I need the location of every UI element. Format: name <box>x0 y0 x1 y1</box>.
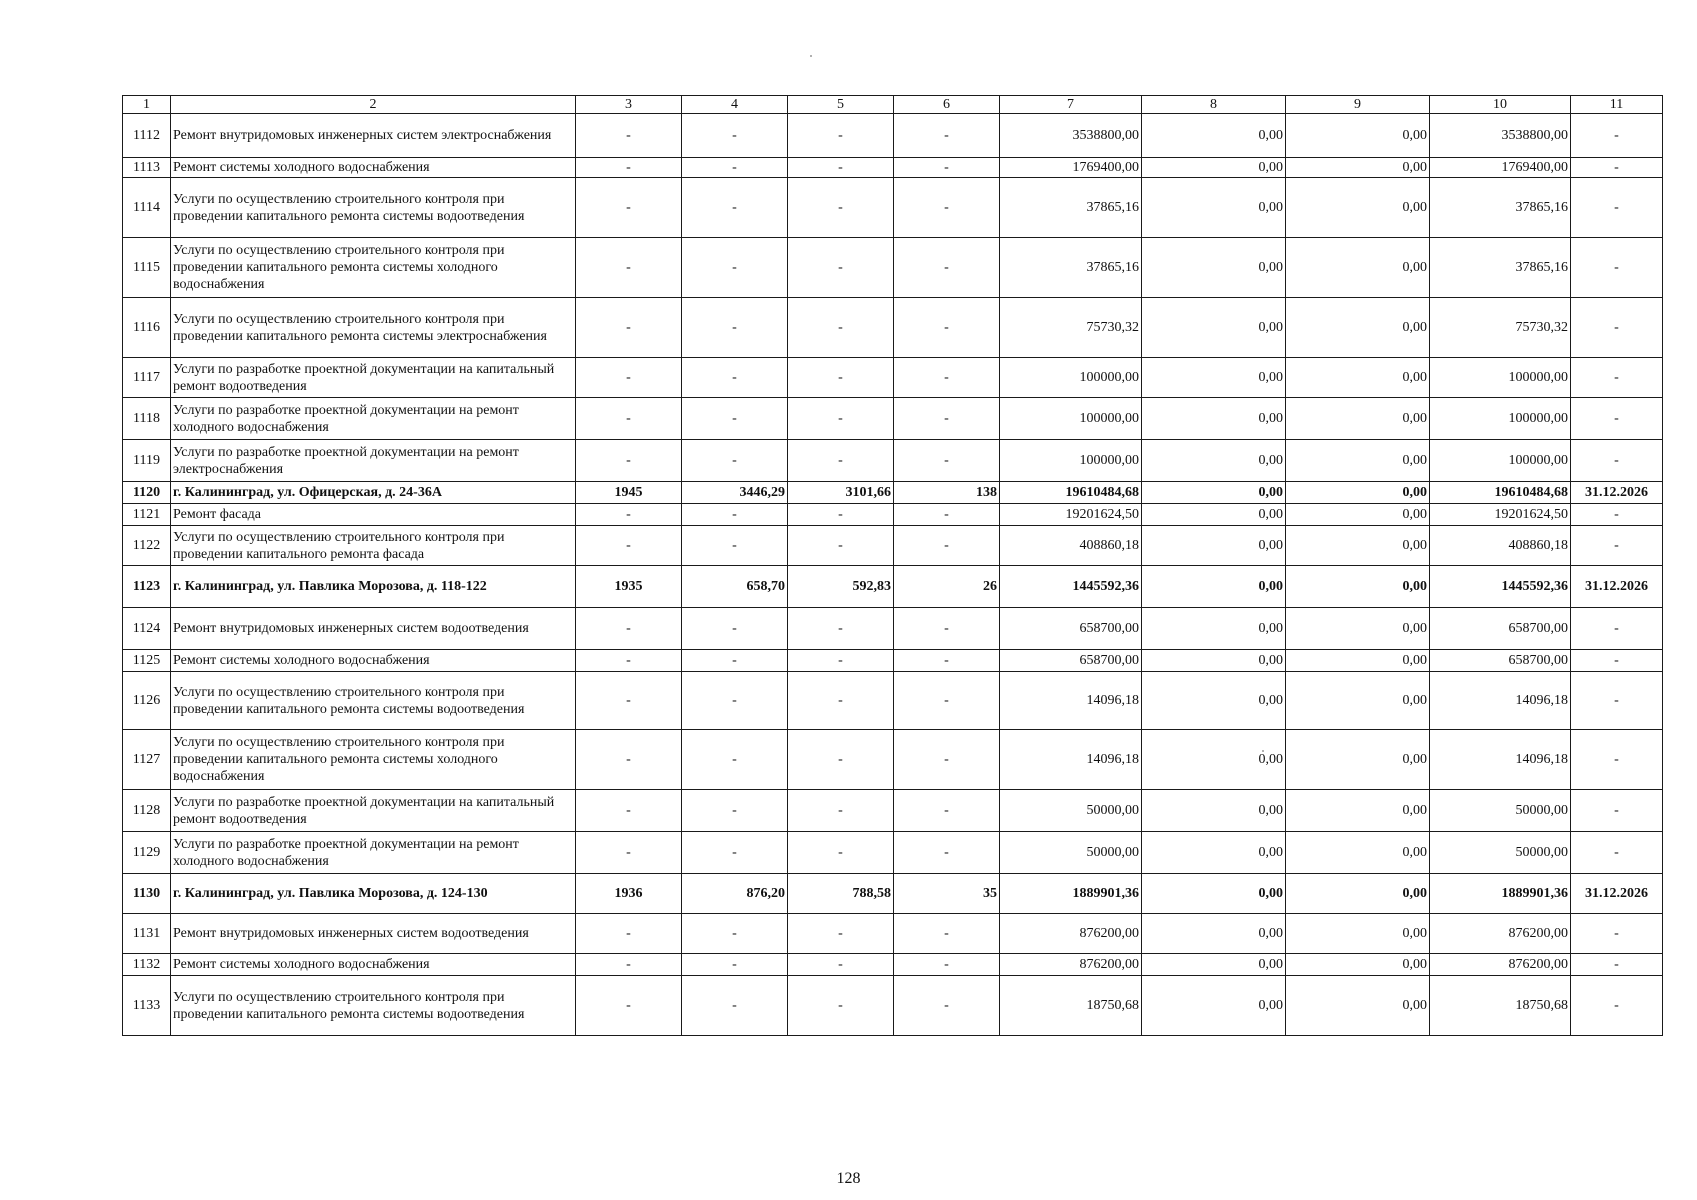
col-9-value: 0,00 <box>1286 832 1430 874</box>
work-description: Ремонт внутридомовых инженерных систем водоотведения <box>171 914 576 954</box>
col-11-value: 31.12.2026 <box>1571 566 1663 608</box>
col-5-value: - <box>788 832 894 874</box>
col-10-value: 100000,00 <box>1430 440 1571 482</box>
table-row <box>123 566 1663 608</box>
col-11-value: - <box>1571 976 1663 1036</box>
col-7-value: 1889901,36 <box>1000 874 1142 914</box>
col-4-value: - <box>682 790 788 832</box>
col-4-value: - <box>682 440 788 482</box>
col-5-value: - <box>788 238 894 298</box>
col-header-2: 2 <box>171 96 576 114</box>
col-3-value: - <box>576 398 682 440</box>
col-4-value: - <box>682 114 788 158</box>
col-5-value: - <box>788 526 894 566</box>
col-6-value: - <box>894 608 1000 650</box>
col-6-value: - <box>894 114 1000 158</box>
col-5-value: - <box>788 976 894 1036</box>
row-number: 1125 <box>123 650 171 672</box>
col-11-value: - <box>1571 832 1663 874</box>
col-5-value: - <box>788 650 894 672</box>
col-11-value: - <box>1571 398 1663 440</box>
table-row <box>123 914 1663 954</box>
col-7-value: 37865,16 <box>1000 238 1142 298</box>
col-11-value: - <box>1571 504 1663 526</box>
col-3-value: 1945 <box>576 482 682 504</box>
table-row <box>123 874 1663 914</box>
col-11-value: - <box>1571 440 1663 482</box>
table-row <box>123 114 1663 158</box>
col-3-value: - <box>576 526 682 566</box>
col-6-value: 35 <box>894 874 1000 914</box>
col-8-value: 0,00 <box>1142 566 1286 608</box>
col-9-value: 0,00 <box>1286 526 1430 566</box>
col-11-value: - <box>1571 238 1663 298</box>
col-10-value: 14096,18 <box>1430 730 1571 790</box>
work-description: Ремонт системы холодного водоснабжения <box>171 158 576 178</box>
col-9-value: 0,00 <box>1286 672 1430 730</box>
col-9-value: 0,00 <box>1286 976 1430 1036</box>
col-7-value: 658700,00 <box>1000 650 1142 672</box>
col-4-value: - <box>682 672 788 730</box>
row-number: 1129 <box>123 832 171 874</box>
col-4-value: - <box>682 526 788 566</box>
col-4-value: - <box>682 398 788 440</box>
col-6-value: - <box>894 526 1000 566</box>
col-11-value: 31.12.2026 <box>1571 874 1663 914</box>
col-9-value: 0,00 <box>1286 790 1430 832</box>
col-4-value: 876,20 <box>682 874 788 914</box>
col-11-value: - <box>1571 298 1663 358</box>
col-10-value: 1889901,36 <box>1430 874 1571 914</box>
col-7-value: 18750,68 <box>1000 976 1142 1036</box>
col-3-value: 1936 <box>576 874 682 914</box>
col-8-value: 0,00 <box>1142 874 1286 914</box>
col-8-value: 0,00 <box>1142 358 1286 398</box>
col-3-value: - <box>576 954 682 976</box>
col-5-value: - <box>788 504 894 526</box>
row-number: 1124 <box>123 608 171 650</box>
col-8-value: 0,00 <box>1142 178 1286 238</box>
table-row <box>123 504 1663 526</box>
col-header-10: 10 <box>1430 96 1571 114</box>
col-3-value: - <box>576 238 682 298</box>
col-10-value: 50000,00 <box>1430 832 1571 874</box>
col-header-3: 3 <box>576 96 682 114</box>
col-4-value: - <box>682 358 788 398</box>
col-8-value: 0,00 <box>1142 832 1286 874</box>
col-9-value: 0,00 <box>1286 874 1430 914</box>
col-8-value: 0,00 <box>1142 608 1286 650</box>
col-3-value: - <box>576 158 682 178</box>
col-11-value: - <box>1571 730 1663 790</box>
work-description: Услуги по осуществлению строительного контроля при проведении капитального ремонта системы водоотведения <box>171 672 576 730</box>
col-10-value: 50000,00 <box>1430 790 1571 832</box>
col-4-value: - <box>682 914 788 954</box>
col-6-value: - <box>894 158 1000 178</box>
col-7-value: 19610484,68 <box>1000 482 1142 504</box>
col-7-value: 37865,16 <box>1000 178 1142 238</box>
col-11-value: - <box>1571 178 1663 238</box>
col-9-value: 0,00 <box>1286 608 1430 650</box>
row-number: 1132 <box>123 954 171 976</box>
col-8-value: 0,00 <box>1142 238 1286 298</box>
table-row <box>123 832 1663 874</box>
col-4-value: - <box>682 954 788 976</box>
col-9-value: 0,00 <box>1286 482 1430 504</box>
col-7-value: 876200,00 <box>1000 914 1142 954</box>
col-5-value: - <box>788 298 894 358</box>
col-7-value: 100000,00 <box>1000 358 1142 398</box>
col-4-value: - <box>682 832 788 874</box>
col-8-value: 0,00 <box>1142 526 1286 566</box>
col-7-value: 19201624,50 <box>1000 504 1142 526</box>
col-6-value: - <box>894 440 1000 482</box>
table-body <box>123 114 1663 1036</box>
work-description: Ремонт фасада <box>171 504 576 526</box>
row-number: 1126 <box>123 672 171 730</box>
work-description: Услуги по осуществлению строительного контроля при проведении капитального ремонта системы холодного водоснабжения <box>171 238 576 298</box>
col-10-value: 100000,00 <box>1430 398 1571 440</box>
col-6-value: - <box>894 178 1000 238</box>
table-row <box>123 954 1663 976</box>
col-4-value: - <box>682 608 788 650</box>
col-8-value: 0,00 <box>1142 114 1286 158</box>
work-description: Услуги по разработке проектной документации на ремонт холодного водоснабжения <box>171 398 576 440</box>
row-number: 1119 <box>123 440 171 482</box>
col-9-value: 0,00 <box>1286 238 1430 298</box>
col-8-value: 0,00 <box>1142 482 1286 504</box>
col-7-value: 876200,00 <box>1000 954 1142 976</box>
col-9-value: 0,00 <box>1286 398 1430 440</box>
table-row <box>123 178 1663 238</box>
row-number: 1118 <box>123 398 171 440</box>
table-row <box>123 976 1663 1036</box>
col-10-value: 1445592,36 <box>1430 566 1571 608</box>
col-5-value: - <box>788 114 894 158</box>
col-8-value: 0,00 <box>1142 976 1286 1036</box>
table-row <box>123 482 1663 504</box>
row-number: 1116 <box>123 298 171 358</box>
col-4-value: - <box>682 650 788 672</box>
col-7-value: 100000,00 <box>1000 440 1142 482</box>
work-description: Ремонт системы холодного водоснабжения <box>171 650 576 672</box>
col-5-value: 592,83 <box>788 566 894 608</box>
col-7-value: 14096,18 <box>1000 672 1142 730</box>
col-9-value: 0,00 <box>1286 178 1430 238</box>
col-11-value: - <box>1571 672 1663 730</box>
col-header-9: 9 <box>1286 96 1430 114</box>
col-8-value: 0,00 <box>1142 954 1286 976</box>
col-6-value: - <box>894 832 1000 874</box>
col-6-value: - <box>894 650 1000 672</box>
col-3-value: - <box>576 914 682 954</box>
col-6-value: - <box>894 504 1000 526</box>
col-7-value: 100000,00 <box>1000 398 1142 440</box>
col-6-value: - <box>894 238 1000 298</box>
column-number-row <box>123 96 1663 114</box>
table-row <box>123 158 1663 178</box>
col-5-value: - <box>788 440 894 482</box>
col-3-value: - <box>576 178 682 238</box>
col-4-value: - <box>682 504 788 526</box>
col-8-value: 0,00 <box>1142 790 1286 832</box>
col-6-value: - <box>894 298 1000 358</box>
col-9-value: 0,00 <box>1286 730 1430 790</box>
work-description: г. Калининград, ул. Павлика Морозова, д. 124-130 <box>171 874 576 914</box>
col-4-value: - <box>682 158 788 178</box>
col-9-value: 0,00 <box>1286 650 1430 672</box>
col-7-value: 50000,00 <box>1000 832 1142 874</box>
col-11-value: - <box>1571 954 1663 976</box>
col-header-5: 5 <box>788 96 894 114</box>
col-5-value: 3101,66 <box>788 482 894 504</box>
col-4-value: - <box>682 976 788 1036</box>
col-11-value: - <box>1571 914 1663 954</box>
col-10-value: 658700,00 <box>1430 608 1571 650</box>
col-7-value: 658700,00 <box>1000 608 1142 650</box>
col-10-value: 876200,00 <box>1430 954 1571 976</box>
col-header-1: 1 <box>123 96 171 114</box>
col-5-value: - <box>788 954 894 976</box>
col-11-value: - <box>1571 790 1663 832</box>
work-description: Ремонт внутридомовых инженерных систем водоотведения <box>171 608 576 650</box>
col-6-value: - <box>894 398 1000 440</box>
col-11-value: - <box>1571 158 1663 178</box>
col-9-value: 0,00 <box>1286 440 1430 482</box>
col-3-value: 1935 <box>576 566 682 608</box>
col-8-value: 0,00 <box>1142 672 1286 730</box>
col-7-value: 14096,18 <box>1000 730 1142 790</box>
col-6-value: - <box>894 730 1000 790</box>
col-10-value: 19201624,50 <box>1430 504 1571 526</box>
work-description: Услуги по осуществлению строительного контроля при проведении капитального ремонта системы водоотведения <box>171 976 576 1036</box>
table-row <box>123 440 1663 482</box>
col-10-value: 18750,68 <box>1430 976 1571 1036</box>
col-6-value: - <box>894 790 1000 832</box>
col-7-value: 75730,32 <box>1000 298 1142 358</box>
table-row <box>123 298 1663 358</box>
col-3-value: - <box>576 730 682 790</box>
col-8-value: 0,00 <box>1142 298 1286 358</box>
row-number: 1133 <box>123 976 171 1036</box>
col-10-value: 1769400,00 <box>1430 158 1571 178</box>
col-3-value: - <box>576 608 682 650</box>
col-3-value: - <box>576 358 682 398</box>
col-3-value: - <box>576 976 682 1036</box>
col-10-value: 14096,18 <box>1430 672 1571 730</box>
work-description: Ремонт системы холодного водоснабжения <box>171 954 576 976</box>
row-number: 1117 <box>123 358 171 398</box>
col-header-7: 7 <box>1000 96 1142 114</box>
col-10-value: 3538800,00 <box>1430 114 1571 158</box>
col-10-value: 658700,00 <box>1430 650 1571 672</box>
col-4-value: - <box>682 238 788 298</box>
col-7-value: 1769400,00 <box>1000 158 1142 178</box>
col-7-value: 1445592,36 <box>1000 566 1142 608</box>
col-header-8: 8 <box>1142 96 1286 114</box>
row-number: 1122 <box>123 526 171 566</box>
col-3-value: - <box>576 298 682 358</box>
col-11-value: 31.12.2026 <box>1571 482 1663 504</box>
col-8-value: 0,00 <box>1142 914 1286 954</box>
col-5-value: - <box>788 914 894 954</box>
table-row <box>123 608 1663 650</box>
col-9-value: 0,00 <box>1286 914 1430 954</box>
col-8-value: 0,00 <box>1142 158 1286 178</box>
work-description: Услуги по осуществлению строительного контроля при проведении капитального ремонта системы водоотведения <box>171 178 576 238</box>
col-9-value: 0,00 <box>1286 298 1430 358</box>
col-11-value: - <box>1571 526 1663 566</box>
col-11-value: - <box>1571 358 1663 398</box>
col-4-value: 3446,29 <box>682 482 788 504</box>
work-description: Услуги по разработке проектной документации на ремонт электроснабжения <box>171 440 576 482</box>
work-description: Услуги по осуществлению строительного контроля при проведении капитального ремонта системы электроснабжения <box>171 298 576 358</box>
col-3-value: - <box>576 650 682 672</box>
col-6-value: - <box>894 358 1000 398</box>
scan-speck <box>810 55 812 57</box>
col-5-value: - <box>788 672 894 730</box>
col-10-value: 37865,16 <box>1430 238 1571 298</box>
work-description: Ремонт внутридомовых инженерных систем электроснабжения <box>171 114 576 158</box>
work-description: Услуги по осуществлению строительного контроля при проведении капитального ремонта фасада <box>171 526 576 566</box>
col-header-11: 11 <box>1571 96 1663 114</box>
col-10-value: 19610484,68 <box>1430 482 1571 504</box>
col-5-value: - <box>788 730 894 790</box>
col-10-value: 37865,16 <box>1430 178 1571 238</box>
col-3-value: - <box>576 504 682 526</box>
row-number: 1115 <box>123 238 171 298</box>
col-5-value: - <box>788 158 894 178</box>
col-7-value: 408860,18 <box>1000 526 1142 566</box>
row-number: 1114 <box>123 178 171 238</box>
work-description: Услуги по разработке проектной документации на капитальный ремонт водоотведения <box>171 358 576 398</box>
col-11-value: - <box>1571 114 1663 158</box>
table-row <box>123 650 1663 672</box>
table-row <box>123 238 1663 298</box>
table-row <box>123 790 1663 832</box>
col-3-value: - <box>576 114 682 158</box>
page-number: 128 <box>836 1170 861 1187</box>
col-9-value: 0,00 <box>1286 158 1430 178</box>
row-number: 1130 <box>123 874 171 914</box>
work-description: г. Калининград, ул. Офицерская, д. 24-36А <box>171 482 576 504</box>
col-11-value: - <box>1571 608 1663 650</box>
col-10-value: 75730,32 <box>1430 298 1571 358</box>
table-row <box>123 358 1663 398</box>
col-3-value: - <box>576 672 682 730</box>
col-5-value: 788,58 <box>788 874 894 914</box>
col-4-value: - <box>682 730 788 790</box>
col-5-value: - <box>788 608 894 650</box>
table-row <box>123 730 1663 790</box>
col-5-value: - <box>788 178 894 238</box>
col-8-value: 0,00 <box>1142 730 1286 790</box>
row-number: 1113 <box>123 158 171 178</box>
work-description: Услуги по разработке проектной документации на капитальный ремонт водоотведения <box>171 790 576 832</box>
col-3-value: - <box>576 790 682 832</box>
table-row <box>123 526 1663 566</box>
col-4-value: 658,70 <box>682 566 788 608</box>
col-9-value: 0,00 <box>1286 114 1430 158</box>
col-9-value: 0,00 <box>1286 566 1430 608</box>
row-number: 1128 <box>123 790 171 832</box>
col-5-value: - <box>788 358 894 398</box>
col-3-value: - <box>576 832 682 874</box>
col-8-value: 0,00 <box>1142 650 1286 672</box>
col-9-value: 0,00 <box>1286 954 1430 976</box>
row-number: 1127 <box>123 730 171 790</box>
work-description: Услуги по осуществлению строительного контроля при проведении капитального ремонта системы холодного водоснабжения <box>171 730 576 790</box>
col-header-6: 6 <box>894 96 1000 114</box>
row-number: 1112 <box>123 114 171 158</box>
col-6-value: - <box>894 954 1000 976</box>
col-10-value: 876200,00 <box>1430 914 1571 954</box>
table-row <box>123 672 1663 730</box>
col-6-value: 138 <box>894 482 1000 504</box>
col-11-value: - <box>1571 650 1663 672</box>
col-3-value: - <box>576 440 682 482</box>
col-10-value: 100000,00 <box>1430 358 1571 398</box>
row-number: 1121 <box>123 504 171 526</box>
table-row <box>123 398 1663 440</box>
col-header-4: 4 <box>682 96 788 114</box>
col-7-value: 50000,00 <box>1000 790 1142 832</box>
row-number: 1120 <box>123 482 171 504</box>
col-7-value: 3538800,00 <box>1000 114 1142 158</box>
work-description: Услуги по разработке проектной документации на ремонт холодного водоснабжения <box>171 832 576 874</box>
col-8-value: 0,00 <box>1142 504 1286 526</box>
row-number: 1123 <box>123 566 171 608</box>
col-6-value: - <box>894 914 1000 954</box>
col-4-value: - <box>682 298 788 358</box>
col-6-value: 26 <box>894 566 1000 608</box>
col-9-value: 0,00 <box>1286 504 1430 526</box>
col-8-value: 0,00 <box>1142 440 1286 482</box>
col-6-value: - <box>894 976 1000 1036</box>
col-5-value: - <box>788 398 894 440</box>
row-number: 1131 <box>123 914 171 954</box>
col-9-value: 0,00 <box>1286 358 1430 398</box>
col-4-value: - <box>682 178 788 238</box>
register-table <box>122 95 1663 1036</box>
col-10-value: 408860,18 <box>1430 526 1571 566</box>
col-6-value: - <box>894 672 1000 730</box>
col-5-value: - <box>788 790 894 832</box>
work-description: г. Калининград, ул. Павлика Морозова, д. 118-122 <box>171 566 576 608</box>
col-8-value: 0,00 <box>1142 398 1286 440</box>
